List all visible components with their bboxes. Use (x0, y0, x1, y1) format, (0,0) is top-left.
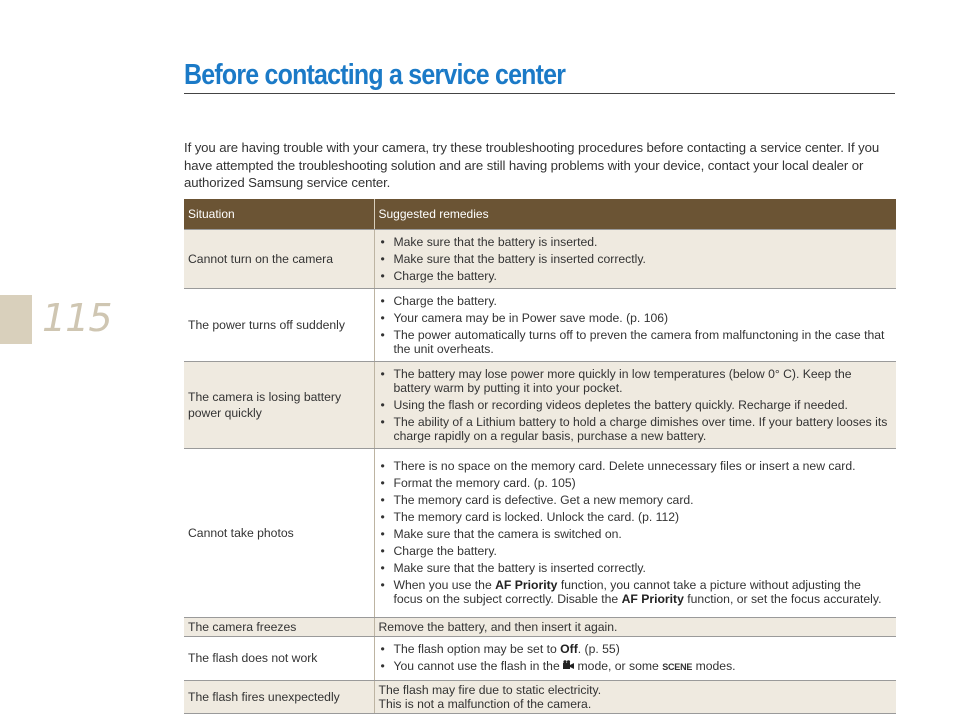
remedy-item: • The memory card is defective. Get a new memory card. (379, 493, 893, 507)
remedy-cell: Remove the battery, and then insert it again. (374, 617, 896, 636)
remedy-item: • The ability of a Lithium battery to hold a charge dimishes over time. If your battery looses its charge rapidly on a regular basis, purchase a new battery. (379, 415, 893, 443)
remedy-item: • The battery may lose power more quickly in low temperatures (below 0° C). Keep the battery warm by putting it into your pocket. (379, 367, 893, 395)
remedy-item: • Charge the battery. (379, 269, 893, 283)
remedy-item: • Make sure that the battery is inserted correctly. (379, 561, 893, 575)
title-divider (184, 93, 895, 94)
remedy-item: • Format the memory card. (p. 105) (379, 476, 893, 490)
remedy-item: • The power automatically turns off to preven the camera from malfunctoning in the case that the unit overheats. (379, 328, 893, 356)
remedy-item: • Charge the battery. (379, 294, 893, 308)
text-span: function, you cannot take a picture without adjusting the focus on the subject correctly. Disable the (393, 578, 861, 606)
table-row (184, 288, 896, 361)
header-situation: Situation (184, 199, 374, 229)
situation-cell: Cannot take photos (184, 448, 374, 617)
remedy-line: The flash may fire due to static electricity. (378, 682, 602, 697)
situation-cell: The camera freezes (184, 617, 374, 636)
troubleshooting-table (184, 199, 896, 714)
remedy-cell (374, 288, 896, 361)
header-remedies: Suggested remedies (374, 199, 896, 229)
situation-cell: Cannot turn on the camera (184, 229, 374, 288)
off-option: Off (560, 641, 578, 656)
remedy-cell (374, 636, 896, 680)
table-row (184, 636, 896, 680)
remedy-cell (374, 229, 896, 288)
remedy-item: • Your camera may be in Power save mode. (p. 106) (379, 311, 893, 325)
text-span: function, or set the focus accurately. (683, 592, 882, 606)
remedy-item: • Make sure that the camera is switched on. (379, 527, 893, 541)
intro-paragraph: If you are having trouble with your camera, try these troubleshooting procedures before contacting a service center. If you have attempted the troubleshooting solution and are still having problems with your device, contact your local dealer or authorized Samsung service center. (184, 140, 880, 190)
remedy-item (379, 642, 893, 656)
text-span: mode, or some (574, 658, 663, 673)
remedy-item-af-priority (379, 578, 893, 606)
remedy-item: • Using the flash or recording videos depletes the battery quickly. Recharge if needed. (379, 398, 893, 412)
page-title: Before contacting a service center (184, 59, 566, 91)
text-span: The flash option may be set to (393, 641, 561, 656)
text-span: . (p. 55) (577, 641, 620, 656)
table-row (184, 617, 896, 636)
remedy-item: • There is no space on the memory card. Delete unnecessary files or insert a new card. (379, 459, 893, 473)
situation-cell: The flash does not work (184, 636, 374, 680)
text-span: You cannot use the flash in the (393, 658, 564, 673)
text-span: When you use the (393, 578, 496, 592)
chapter-side-tab (0, 295, 32, 344)
remedy-item (379, 659, 893, 675)
remedy-cell (374, 361, 896, 448)
remedy-item: • Make sure that the battery is inserted correctly. (379, 252, 893, 266)
page-number: 115 (42, 296, 112, 340)
remedy-cell (374, 448, 896, 617)
movie-mode-icon (563, 660, 574, 675)
remedy-item: • Charge the battery. (379, 544, 893, 558)
situation-cell: The flash fires unexpectedly (184, 680, 374, 713)
text-span: modes. (692, 658, 736, 673)
remedy-item: • Make sure that the battery is inserted. (379, 235, 893, 249)
situation-cell: The power turns off suddenly (184, 288, 374, 361)
situation-cell: The camera is losing battery power quickly (184, 361, 374, 448)
table-row (184, 361, 896, 448)
scene-mode-icon: SCENE (662, 661, 693, 672)
table-row (184, 229, 896, 288)
remedy-cell (374, 680, 896, 713)
remedy-item: • The memory card is locked. Unlock the card. (p. 112) (379, 510, 893, 524)
af-priority-term: AF Priority (495, 578, 558, 592)
table-row (184, 448, 896, 617)
table-header-row (184, 199, 896, 229)
af-priority-term: AF Priority (621, 592, 684, 606)
remedy-line: This is not a malfunction of the camera. (378, 696, 592, 711)
table-row (184, 680, 896, 713)
